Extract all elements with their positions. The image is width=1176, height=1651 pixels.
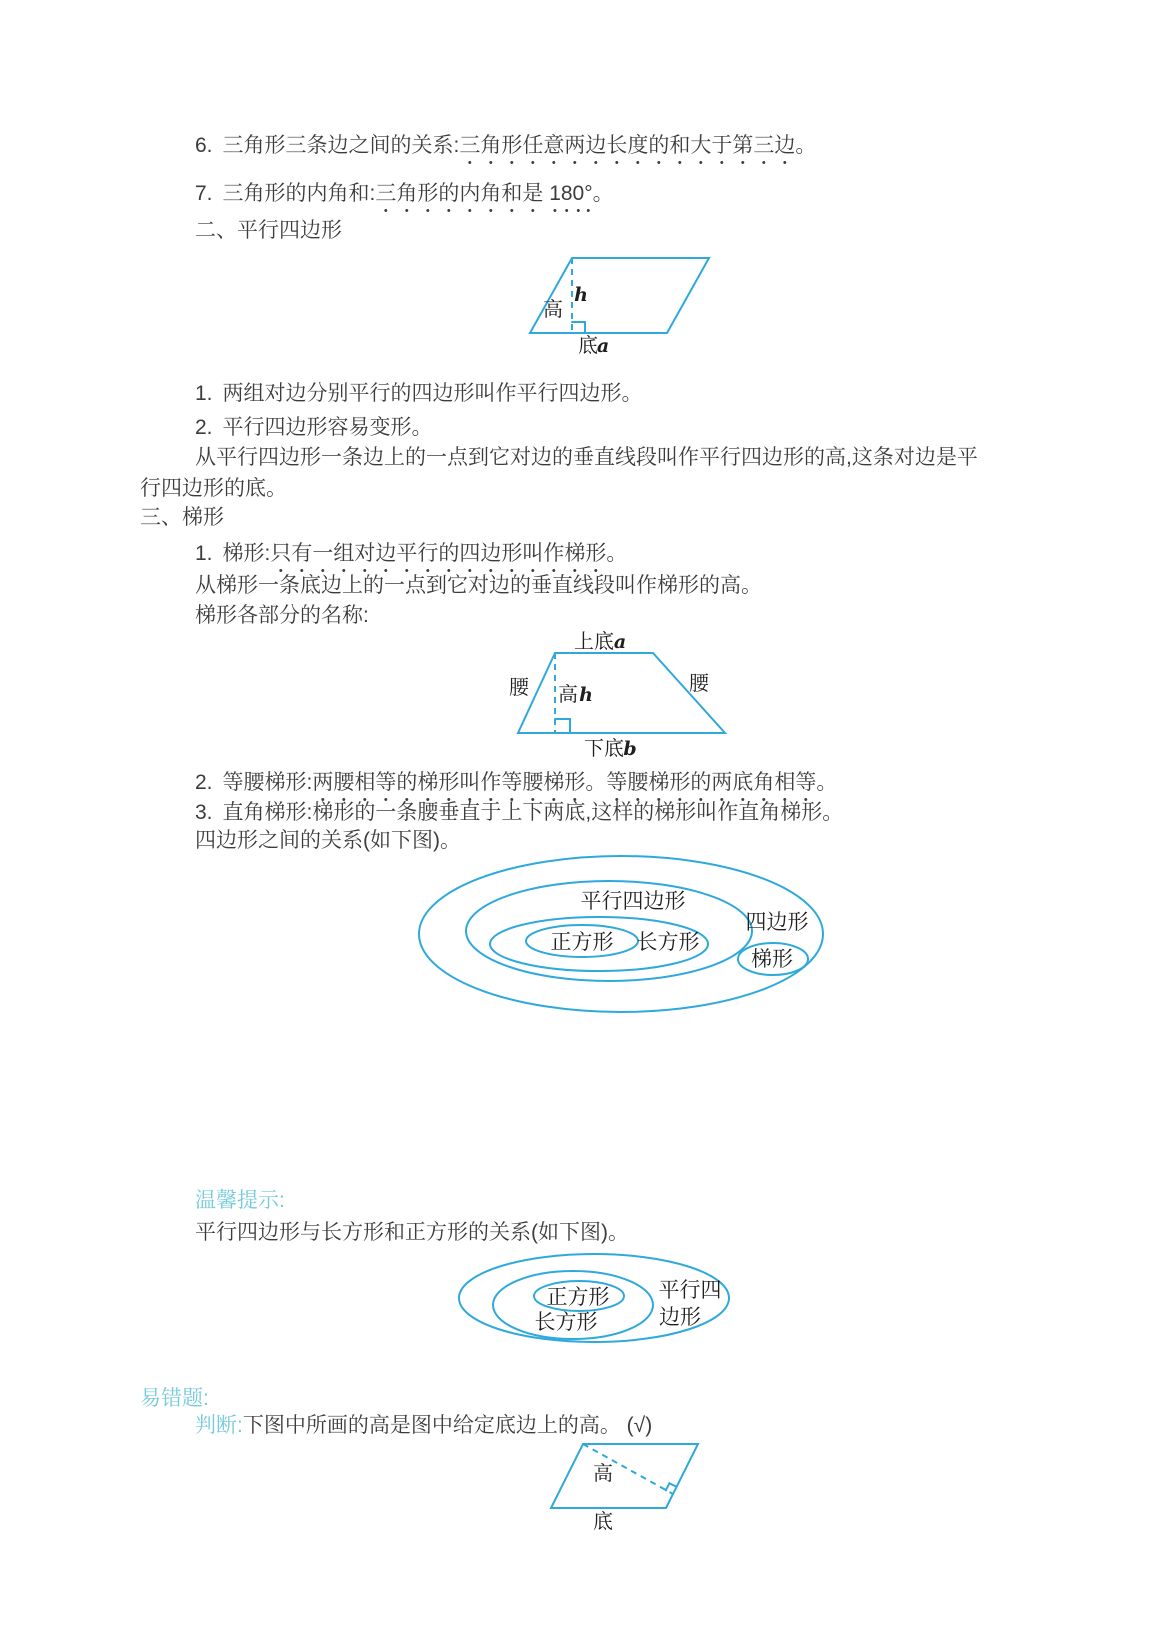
quadrilateral-venn-diagram [405,843,847,1027]
point-6-lead: 三角形三条边之间的关系: [222,134,460,157]
parallelogram-paragraph-line-2: 行四边形的底。 [140,477,287,500]
item-1-text: 两组对边分别平行的四边形叫作平行四边形。 [222,382,643,405]
trapezoid-item-2-number: 2. [195,771,213,794]
point-6-number: 6. [195,134,213,157]
trapezoid-item-3-text: 梯形的一条腰垂直于上下两底,这样的梯形叫作直角梯形。 [312,801,844,824]
section-3-heading: 三、梯形 [140,506,224,529]
trapezoid-item-2-emphasis: 两腰相等的梯形叫作等腰梯形。等腰梯形的两底角相等。 [312,771,838,794]
trapezoid-item-3 [195,798,843,828]
parallelogram-label-line2: 边形 [659,1305,701,1329]
trapezoid-label: 梯形 [751,947,793,971]
judge-label: 判断: [195,1414,243,1437]
height-variable: h [574,284,588,306]
point-7-emphasis: 三角形的内角和是 180°。 [375,182,614,205]
bottom-base-label: 下底 [584,736,624,760]
judge-text: 下图中所画的高是图中给定底边上的高。 (√) [242,1414,653,1437]
hint-text: 平行四边形与长方形和正方形的关系(如下图)。 [195,1221,629,1244]
height-variable: h [579,684,593,706]
height-label: 高 [593,1461,613,1485]
top-base-variable: a [613,631,627,653]
parallelogram-paragraph-line-1: 从平行四边形一条边上的一点到它对边的垂直线段叫作平行四边形的高,这条对边是平 [195,446,978,469]
right-angle-mark [555,719,570,733]
trapezoid-item-1-emphasis: 只有一组对边平行的四边形叫作梯形。 [270,542,628,565]
point-7-number: 7. [195,182,213,205]
quadrilateral-ellipse [419,856,823,1012]
right-angle-mark [572,322,585,333]
judge-parallelogram-diagram [528,1436,728,1536]
parallelogram-outline [551,1444,698,1508]
point-6-emphasis: 三角形任意两边长度的和大于第三边。 [459,134,817,157]
quadrilateral-relations-intro: 四边形之间的关系(如下图)。 [195,829,461,852]
trapezoid-item-1-number: 1. [195,542,213,565]
trapezoid-item-3-lead: 直角梯形: [222,801,313,824]
base-label: 底 [578,333,598,357]
trapezoid-parts-intro: 梯形各部分的名称: [195,604,369,627]
trapezoid-diagram [460,623,740,771]
parallelogram-outline [530,258,709,333]
parallelogram-diagram [500,238,730,360]
trapezoid-item-3-number: 3. [195,801,213,824]
left-leg-label: 腰 [509,675,529,699]
section-2-heading: 二、平行四边形 [195,219,342,242]
point-7-lead: 三角形的内角和: [222,182,376,205]
right-leg-label: 腰 [689,671,709,695]
height-label: 高 [543,297,563,321]
item-1-number: 1. [195,382,213,405]
hint-title: 温馨提示: [195,1189,285,1212]
top-base-label: 上底 [574,629,614,653]
rectangle-label: 长方形 [636,930,700,954]
trapezoid-item-1-lead: 梯形: [222,542,271,565]
parallelogram-item-1 [195,379,643,409]
parallelogram-item-2 [195,413,433,443]
height-label: 高 [558,682,578,706]
rectangle-label: 长方形 [534,1310,598,1334]
trapezoid-height-definition: 从梯形一条底边上的一点到它对边的垂直线段叫作梯形的高。 [195,574,762,597]
quadrilateral-label: 四边形 [745,910,809,934]
mistake-title: 易错题: [140,1387,209,1410]
parallelogram-label: 平行四边形 [580,889,686,913]
square-label: 正方形 [546,1285,610,1309]
square-label: 正方形 [550,930,614,954]
item-2-text: 平行四边形容易变形。 [222,416,433,439]
item-2-number: 2. [195,416,213,439]
base-variable: a [596,335,610,357]
bottom-base-variable: b [623,738,637,760]
triangle-point-6 [195,131,816,169]
triangle-point-7 [195,179,614,217]
parallelogram-label-line1: 平行四 [658,1278,722,1302]
parallelogram-venn-diagram [450,1246,740,1358]
base-label: 底 [593,1509,613,1533]
trapezoid-item-2-lead: 等腰梯形: [222,771,313,794]
